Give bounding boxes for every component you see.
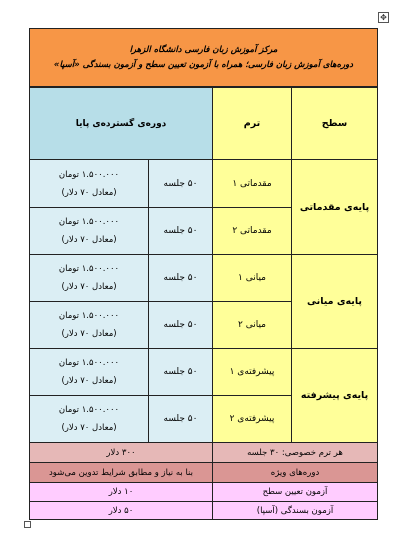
extra-label-special: دوره‌های ویژه [212,462,378,483]
price-toman: ۱.۵۰۰.۰۰۰ تومان [58,217,120,227]
extra-value-placement: ۱۰ دلار [29,482,213,502]
sessions-cell: ۵۰ جلسه [148,348,213,396]
price-cell [29,159,149,208]
extra-label-placement: آزمون تعیین سطح [212,482,378,502]
header-title: مرکز آموزش زبان فارسی دانشگاه الزهرا [129,44,278,55]
price-cell [29,348,149,396]
table-header [29,28,378,87]
extra-label-private: هر ترم خصوصی: ۳۰ جلسه [212,442,378,463]
table-move-handle-icon[interactable]: ✥ [378,12,389,23]
price-toman: ۱.۵۰۰.۰۰۰ تومان [58,264,120,274]
price-cell [29,254,149,302]
extra-value-private: ۳۰۰ دلار [29,442,213,463]
price-toman: ۱.۵۰۰.۰۰۰ تومان [58,169,120,180]
level-cell-elementary: پایه‌ی مقدماتی [291,159,378,255]
price-usd: (معادل ۷۰ دلار) [61,329,117,339]
extra-label-aspa: آزمون بسندگی (آسپا) [212,501,378,520]
term-cell: پیشرفته‌ی ۲ [212,395,292,443]
column-header-level: سطح [291,87,378,160]
price-toman: ۱.۵۰۰.۰۰۰ تومان [58,358,120,368]
term-cell: میانی ۱ [212,254,292,302]
price-toman: ۱.۵۰۰.۰۰۰ تومان [58,311,120,321]
term-cell: میانی ۲ [212,301,292,349]
term-cell: مقدماتی ۱ [212,159,292,208]
course-table [29,28,378,520]
sessions-cell: ۵۰ جلسه [148,207,213,255]
level-cell-intermediate: پایه‌ی میانی [291,254,378,349]
term-cell: مقدماتی ۲ [212,207,292,255]
price-usd: (معادل ۷۰ دلار) [61,423,117,433]
price-cell [29,207,149,255]
header-subtitle: دوره‌های آموزش زبان فارسی؛ همراه با آزمون تعیین سطح و آزمون بسندگی «آسپا» [53,59,354,70]
term-cell: پیشرفته‌ی ۱ [212,348,292,396]
paragraph-end-marker [24,521,31,528]
price-usd: (معادل ۷۰ دلار) [61,376,117,386]
price-cell [29,395,149,443]
price-toman: ۱.۵۰۰.۰۰۰ تومان [58,405,120,415]
price-usd: (معادل ۷۰ دلار) [61,235,117,245]
sessions-cell: ۵۰ جلسه [148,395,213,443]
level-cell-advanced: پایه‌ی پیشرفته [291,348,378,443]
extra-value-special: بنا به نیاز و مطابق شرایط تدوین می‌شود [29,462,213,483]
sessions-cell: ۵۰ جلسه [148,254,213,302]
extra-value-aspa: ۵۰ دلار [29,501,213,520]
sessions-cell: ۵۰ جلسه [148,159,213,208]
price-cell [29,301,149,349]
column-header-course: دوره‌ی گسترده‌ی پایا [29,87,213,160]
column-header-term: ترم [212,87,292,160]
price-usd: (معادل ۷۰ دلار) [61,282,117,292]
price-usd: (معادل ۷۰ دلار) [61,187,117,198]
sessions-cell: ۵۰ جلسه [148,301,213,349]
